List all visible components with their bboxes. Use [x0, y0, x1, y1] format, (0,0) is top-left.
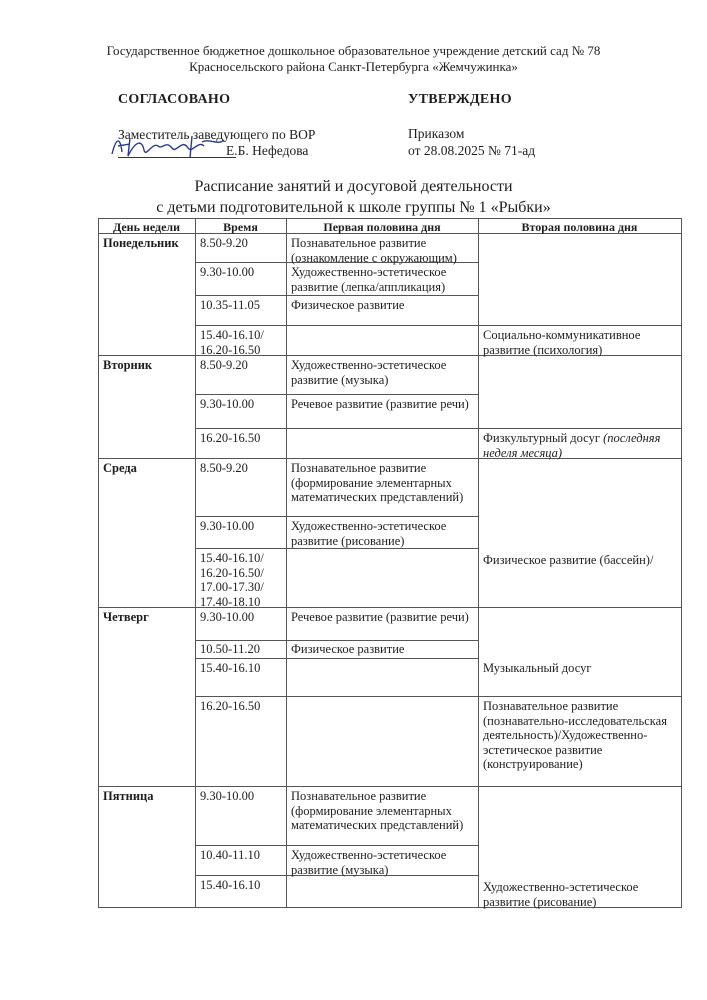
- row-separator: [195, 516, 479, 517]
- first-half-column-border: [478, 218, 479, 908]
- row-separator: [195, 394, 479, 395]
- table-right-border: [681, 218, 682, 908]
- time-cell: 15.40-16.10/ 16.20-16.50/ 17.00-17.30/ 17.40-18.10: [200, 551, 264, 609]
- first-half-cell: Физическое развитие: [291, 642, 405, 656]
- day-separator: [98, 786, 682, 787]
- approval-left-position: Заместитель заведующего по ВОР: [118, 127, 316, 142]
- order-value: от 28.08.2025 № 71-ад: [408, 143, 536, 158]
- day-friday: Пятница: [103, 789, 154, 803]
- approval-left-title: СОГЛАСОВАНО: [118, 92, 231, 107]
- time-cell: 8.50-9.20: [200, 461, 248, 475]
- approval-right-title: УТВЕРЖДЕНО: [408, 92, 512, 107]
- row-separator: [195, 658, 479, 659]
- org-line-1: Государственное бюджетное дошкольное образовательное учреждение детский сад № 78: [106, 43, 601, 58]
- org-line-2: Красносельского района Санкт-Петербурга «Жемчужинка»: [189, 59, 518, 74]
- time-cell: 15.40-16.10/ 16.20-16.50: [200, 328, 264, 357]
- first-half-cell: Речевое развитие (развитие речи): [291, 610, 469, 624]
- day-wednesday: Среда: [103, 461, 137, 475]
- first-half-cell: Художественно-эстетическое развитие (рисование): [291, 519, 447, 548]
- second-half-cell: Социально-коммуникативное развитие (психология): [483, 328, 641, 357]
- second-half-cell: Музыкальный досуг: [483, 661, 592, 675]
- second-half-cell: Художественно-эстетическое развитие (рисование): [483, 880, 639, 909]
- header-time: Время: [223, 220, 258, 234]
- time-cell: 8.50-9.20: [200, 358, 248, 372]
- row-separator: [195, 640, 479, 641]
- time-cell: 16.20-16.50: [200, 699, 261, 713]
- approval-left-name: Е.Б. Нефедова: [226, 143, 309, 158]
- time-cell: 10.35-11.05: [200, 298, 260, 312]
- time-column-border: [286, 218, 287, 908]
- second-half-text: Физкультурный досуг: [483, 431, 600, 445]
- day-column-border: [195, 218, 196, 908]
- second-half-note: (последняя неделя месяца): [483, 431, 661, 460]
- second-half-cell: Познавательное развитие (познавательно-исследовательская деятельность)/Художественно-эстетическое развитие (конструирование): [483, 699, 667, 771]
- day-separator: [98, 607, 682, 608]
- row-separator: [195, 696, 682, 697]
- day-thursday: Четверг: [103, 610, 149, 624]
- day-tuesday: Вторник: [103, 358, 153, 372]
- time-cell: 9.30-10.00: [200, 397, 255, 411]
- time-cell: 16.20-16.50: [200, 431, 261, 445]
- row-separator: [195, 845, 479, 846]
- title-line-2: с детьми подготовительной к школе группы № 1 «Рыбки»: [156, 199, 551, 216]
- first-half-cell: Художественно-эстетическое развитие (музыка): [291, 358, 447, 387]
- first-half-cell: Познавательное развитие (формирование элементарных математических представлений): [291, 789, 464, 832]
- first-half-cell: Физическое развитие: [291, 298, 405, 312]
- row-separator: [195, 548, 479, 549]
- time-cell: 8.50-9.20: [200, 236, 248, 250]
- time-cell: 10.40-11.10: [200, 848, 260, 862]
- row-separator: [195, 295, 479, 296]
- order-label: Приказом: [408, 126, 465, 141]
- time-cell: 10.50-11.20: [200, 642, 260, 656]
- second-half-cell: Физическое развитие (бассейн)/: [483, 553, 654, 567]
- time-cell: 15.40-16.10: [200, 661, 261, 675]
- first-half-cell: Познавательное развитие (ознакомление с окружающим): [291, 236, 457, 265]
- time-cell: 9.30-10.00: [200, 789, 255, 803]
- day-monday: Понедельник: [103, 236, 179, 250]
- time-cell: 9.30-10.00: [200, 519, 255, 533]
- table-left-border: [98, 218, 99, 908]
- time-cell: 9.30-10.00: [200, 610, 255, 624]
- title-line-1: Расписание занятий и досуговой деятельности: [194, 178, 513, 195]
- first-half-cell: Художественно-эстетическое развитие (лепка/аппликация): [291, 265, 447, 294]
- row-separator: [195, 428, 682, 429]
- first-half-cell: Познавательное развитие (формирование элементарных математических представлений): [291, 461, 464, 504]
- first-half-cell: Речевое развитие (развитие речи): [291, 397, 469, 411]
- second-half-cell: [483, 431, 678, 460]
- header-second-half: Вторая половина дня: [521, 220, 638, 234]
- header-first-half: Первая половина дня: [323, 220, 441, 234]
- time-cell: 15.40-16.10: [200, 878, 261, 892]
- row-separator: [195, 325, 682, 326]
- time-cell: 9.30-10.00: [200, 265, 255, 279]
- header-day: День недели: [112, 220, 181, 234]
- table-top-border: [98, 218, 682, 219]
- first-half-cell: Художественно-эстетическое развитие (музыка): [291, 848, 447, 877]
